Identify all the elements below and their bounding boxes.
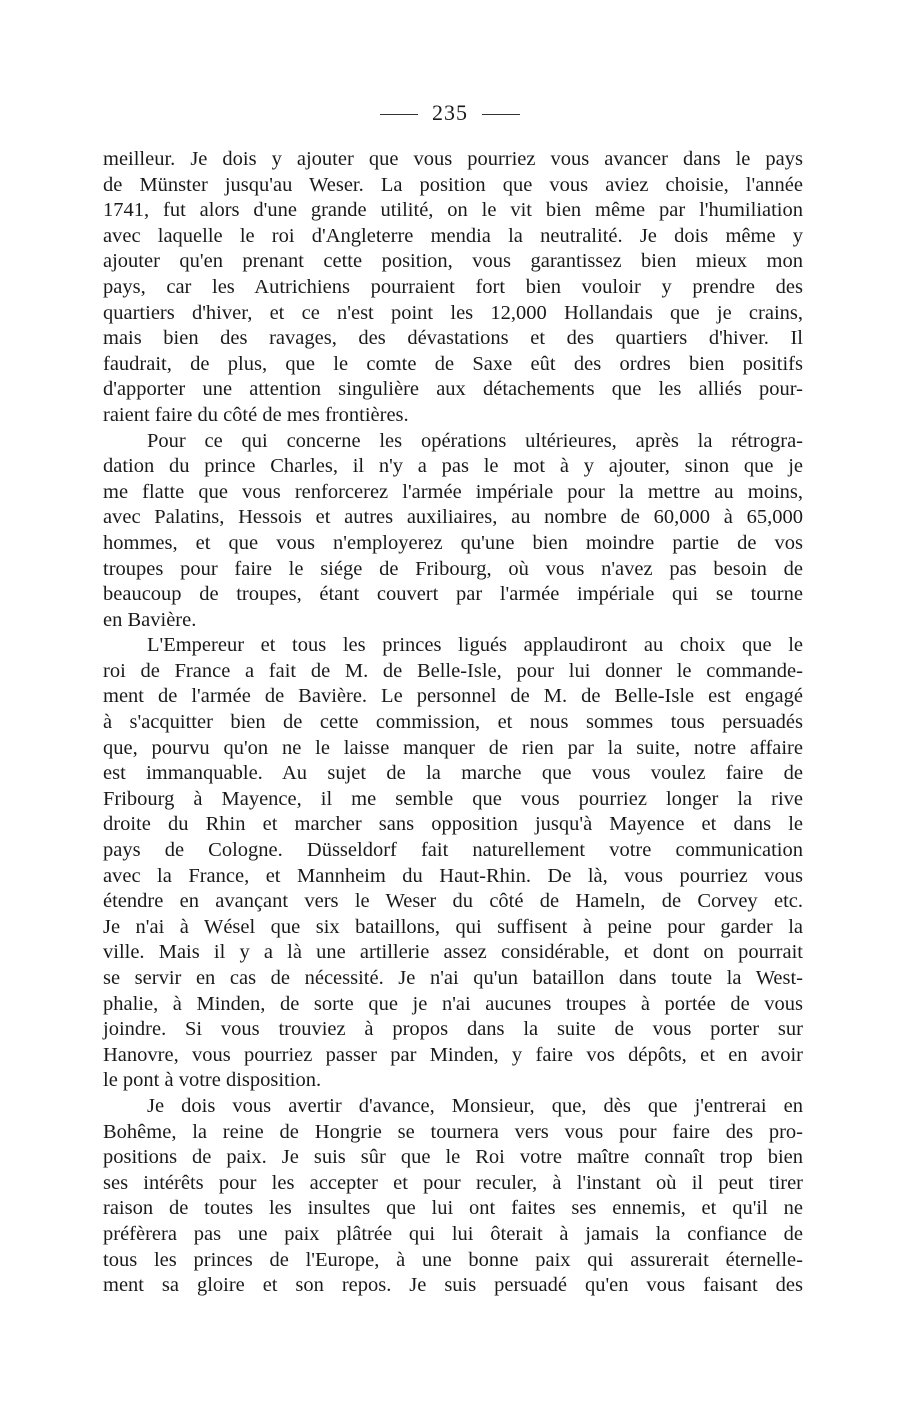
text-line: est immanquable. Au sujet de la marche que vous voulez faire de (103, 762, 803, 785)
text-line: ses intérêts pour les accepter et pour reculer, à l'instant où il peut tirer (103, 1171, 803, 1194)
text-line: joindre. Si vous trouviez à propos dans la suite de vous porter sur (103, 1018, 803, 1041)
header-rule-right (482, 114, 520, 115)
text-line: Je dois vous avertir d'avance, Monsieur, que, dès que j'entrerai en (147, 1094, 803, 1117)
paragraph (103, 1094, 803, 1299)
text-line: meilleur. Je dois y ajouter que vous pourriez vous avancer dans le pays (103, 148, 803, 170)
text-line: raison de toutes les insultes que lui ont faites ses ennemis, et qu'il ne (103, 1197, 803, 1220)
paragraph (103, 429, 803, 634)
text-line: ment sa gloire et son repos. Je suis persuadé qu'en vous faisant des (103, 1274, 803, 1297)
paragraph (103, 633, 803, 1094)
text-line: tous les princes de l'Europe, à une bonne paix qui assurerait éternelle- (103, 1248, 803, 1271)
text-line: quartiers d'hiver, et ce n'est point les 12,000 Hollandais que je crains, (103, 301, 803, 324)
text-line: dation du prince Charles, il n'y a pas le mot à y ajouter, sinon que je (103, 455, 803, 478)
text-line: faudrait, de plus, que le comte de Saxe eût des ordres bien positifs (103, 352, 803, 375)
text-line: phalie, à Minden, de sorte que je n'ai aucunes troupes à portée de vous (103, 992, 803, 1015)
text-line: Bohême, la reine de Hongrie se tournera vers vous pour faire des pro- (103, 1120, 803, 1143)
text-line: hommes, et que vous n'employerez qu'une bien moindre partie de vos (103, 531, 803, 554)
text-line: Je n'ai à Wésel que six bataillons, qui suffisent à peine pour garder la (103, 915, 803, 938)
text-line: raient faire du côté de mes frontières. (103, 403, 409, 426)
text-line: étendre en avançant vers le Weser du côté de Hameln, de Corvey etc. (103, 890, 803, 913)
text-line: que, pourvu qu'on ne le laisse manquer de rien par la suite, notre affaire (103, 736, 803, 759)
text-line: positions de paix. Je suis sûr que le Roi votre maître connaît trop bien (103, 1146, 803, 1169)
text-line: Pour ce qui concerne les opérations ultérieures, après la rétrogra- (147, 429, 803, 452)
text-line: avec laquelle le roi d'Angleterre mendia la neutralité. Je dois même y (103, 224, 803, 247)
text-line: Fribourg à Mayence, il me semble que vous pourriez longer la rive (103, 787, 803, 810)
text-line: d'apporter une attention singulière aux détachements que les alliés pour- (103, 378, 803, 401)
text-line: le pont à votre disposition. (103, 1069, 322, 1092)
text-line: avec la France, et Mannheim du Haut-Rhin. De là, vous pourriez vous (103, 864, 803, 887)
text-line: beaucoup de troupes, étant couvert par l'armée impériale qui se tourne (103, 583, 803, 606)
text-line: avec Palatins, Hessois et autres auxiliaires, au nombre de 60,000 à 65,000 (103, 506, 803, 529)
text-line: ville. Mais il y a là une artillerie assez considérable, et dont on pourrait (103, 941, 803, 964)
text-line: se servir en cas de nécessité. Je n'ai qu'un bataillon dans toute la West- (103, 967, 803, 989)
header-rule-left (380, 114, 418, 115)
body-text (103, 147, 803, 1299)
text-line: de Münster jusqu'au Weser. La position que vous aviez choisie, l'année (103, 173, 803, 196)
page-number: 235 (432, 100, 468, 125)
text-line: L'Empereur et tous les princes ligués applaudiront au choix que le (147, 634, 803, 657)
text-line: ajouter qu'en prenant cette position, vous garantissez bien mieux mon (103, 250, 803, 273)
text-line: ment de l'armée de Bavière. Le personnel de M. de Belle-Isle est engagé (103, 685, 803, 708)
text-line: 1741, fut alors d'une grande utilité, on le vit bien même par l'humiliation (103, 199, 803, 222)
text-line: préfèrera pas une paix plâtrée qui lui ôterait à jamais la confiance de (103, 1222, 803, 1245)
text-line: pays, car les Autrichiens pourraient fort bien vouloir y prendre des (103, 275, 803, 298)
text-line: en Bavière. (103, 608, 197, 631)
text-line: troupes pour faire le siége de Fribourg, où vous n'avez pas besoin de (103, 557, 803, 580)
text-line: Hanovre, vous pourriez passer par Minden, y faire vos dépôts, et en avoir (103, 1043, 803, 1066)
text-line: me flatte que vous renforcerez l'armée impériale pour la mettre au moins, (103, 480, 803, 503)
text-line: pays de Cologne. Düsseldorf fait naturellement votre communication (103, 839, 803, 862)
text-line: roi de France a fait de M. de Belle-Isle, pour lui donner le commande- (103, 659, 803, 682)
text-line: à s'acquitter bien de cette commission, et nous sommes tous persuadés (103, 711, 803, 734)
page-header (0, 100, 900, 126)
paragraph (103, 147, 803, 429)
text-line: droite du Rhin et marcher sans opposition jusqu'à Mayence et dans le (103, 813, 803, 836)
text-line: mais bien des ravages, des dévastations et des quartiers d'hiver. Il (103, 327, 803, 350)
